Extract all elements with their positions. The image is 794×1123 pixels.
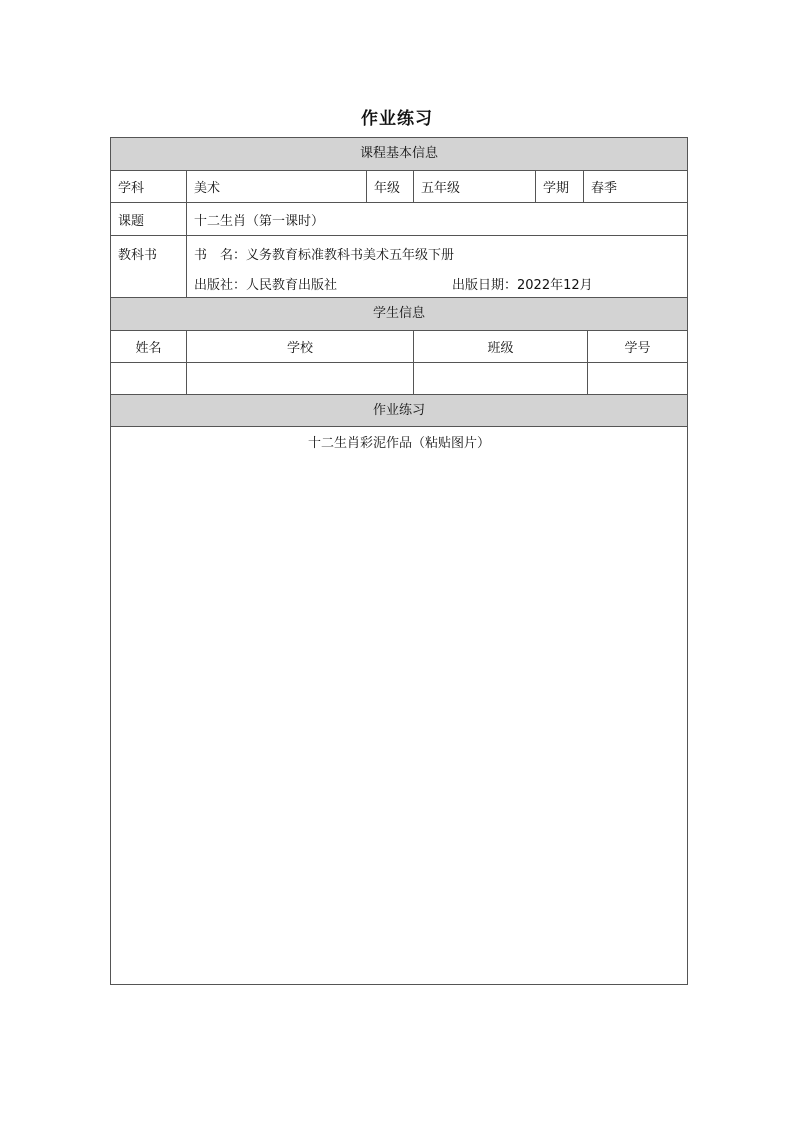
pub-date-line xyxy=(452,274,593,293)
grade-label: 年级 xyxy=(367,171,414,202)
student-school-field[interactable] xyxy=(187,363,414,394)
student-info-columns xyxy=(111,331,687,363)
subject-value[interactable]: 美术 xyxy=(187,171,367,202)
grade-value[interactable]: 五年级 xyxy=(414,171,536,202)
book-name-line xyxy=(194,244,454,263)
subject-label: 学科 xyxy=(111,171,187,202)
topic-value[interactable]: 十二生肖（第一课时） xyxy=(194,213,325,229)
publisher-line xyxy=(194,274,337,293)
student-class-field[interactable] xyxy=(414,363,588,394)
column-header-student-id: 学号 xyxy=(624,341,651,356)
student-id-field[interactable] xyxy=(588,363,687,394)
book-name-value[interactable]: 义务教育标准教科书美术五年级下册 xyxy=(246,248,455,263)
term-label: 学期 xyxy=(536,171,584,202)
textbook-label: 教科书 xyxy=(111,236,187,297)
homework-instruction: 十二生肖彩泥作品（粘贴图片） xyxy=(307,436,490,451)
course-row-subject xyxy=(111,171,687,203)
course-row-topic xyxy=(111,203,687,236)
publisher-label: 出版社： xyxy=(194,278,247,293)
student-name-field[interactable] xyxy=(111,363,187,394)
page-title: 作业练习 xyxy=(361,109,433,129)
course-info-header: 课程基本信息 xyxy=(111,138,687,171)
term-value[interactable]: 春季 xyxy=(591,181,618,196)
course-row-textbook xyxy=(111,236,687,298)
column-header-name: 姓名 xyxy=(111,331,187,362)
book-name-label: 书 名： xyxy=(194,248,247,263)
topic-label: 课题 xyxy=(111,203,187,235)
publisher-value[interactable]: 人民教育出版社 xyxy=(246,278,338,293)
column-header-class: 班级 xyxy=(414,331,588,362)
student-info-values xyxy=(111,363,687,395)
homework-area[interactable] xyxy=(111,427,687,984)
column-header-school: 学校 xyxy=(187,331,414,362)
homework-form-table xyxy=(110,137,688,985)
pub-date-value[interactable]: 2022年12月 xyxy=(517,278,593,293)
pub-date-label: 出版日期： xyxy=(452,278,518,293)
student-info-header: 学生信息 xyxy=(111,298,687,331)
homework-header: 作业练习 xyxy=(111,395,687,427)
